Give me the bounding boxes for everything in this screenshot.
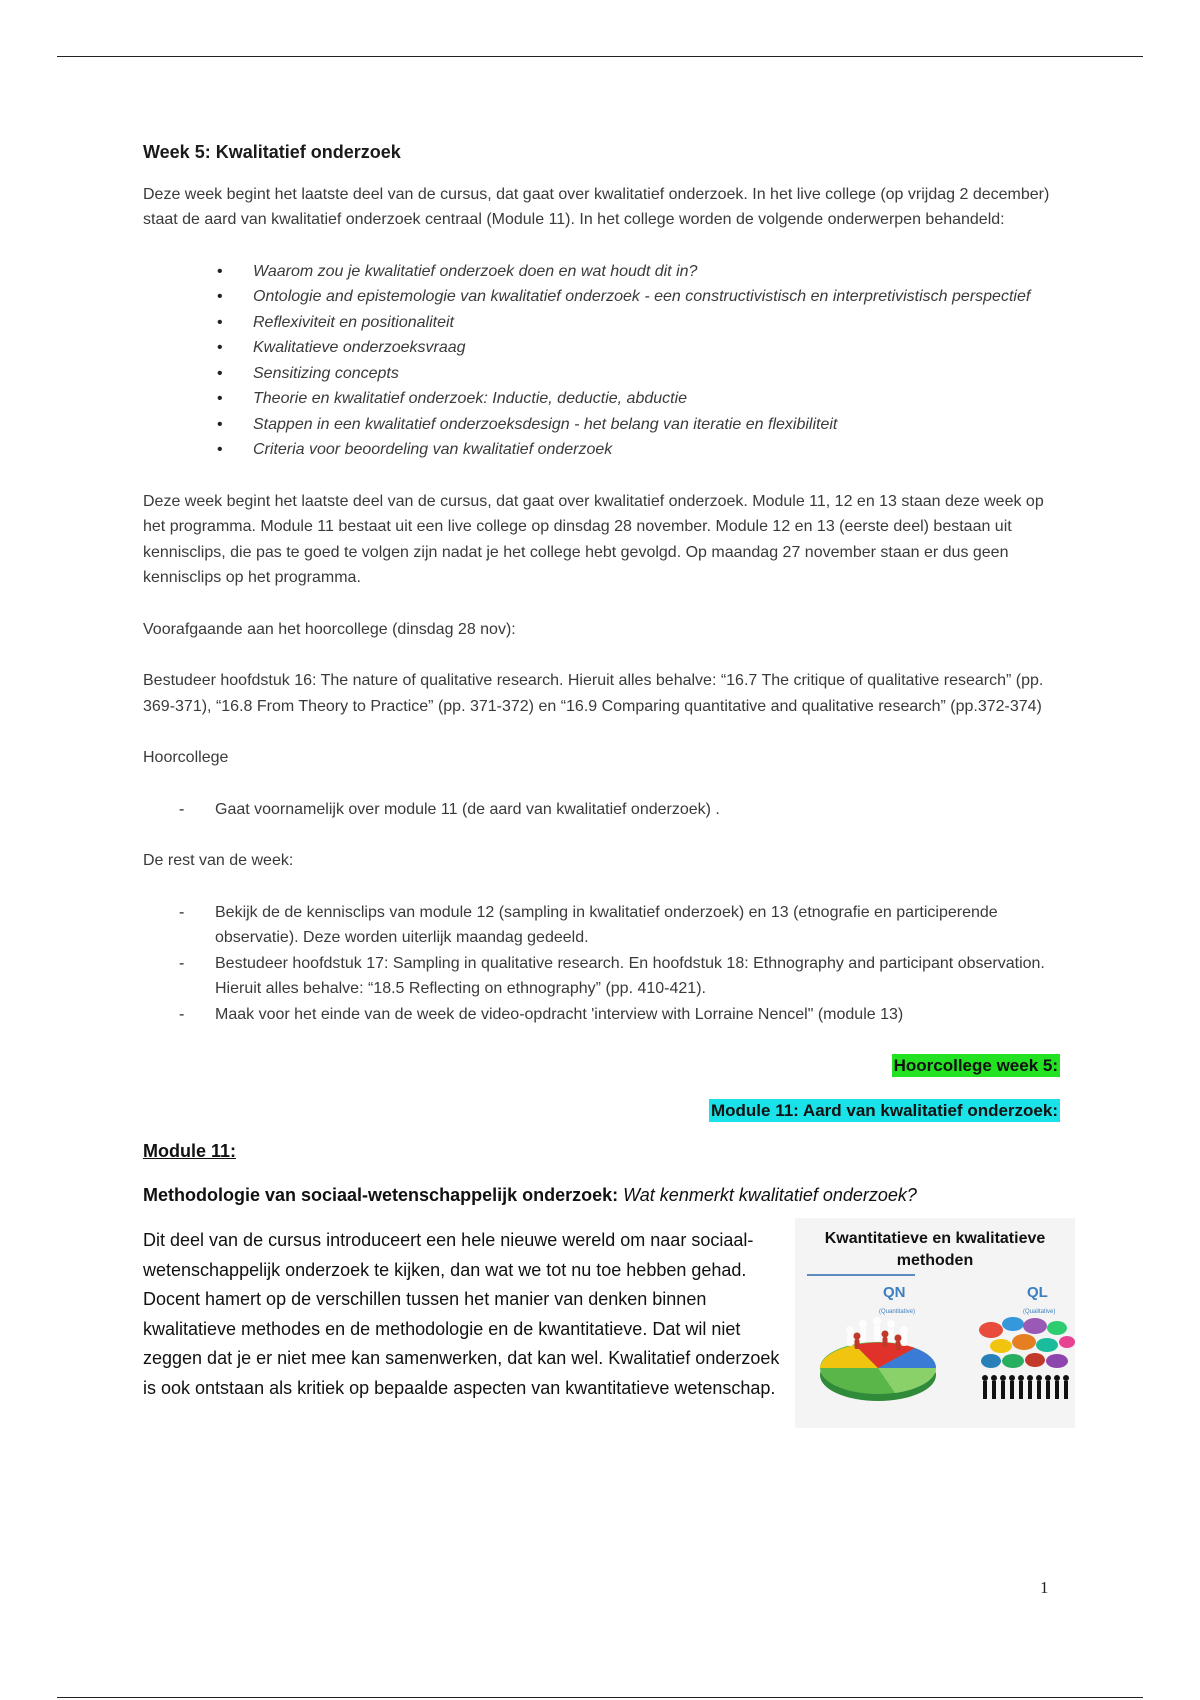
figure-title: Kwantitatieve en kwalitatieve methoden <box>824 1230 1046 1269</box>
top-rule <box>57 56 1143 57</box>
program-paragraph: Deze week begint het laatste deel van de cursus, dat gaat over kwalitatief onderzoek. Module 11, 12 en 13 staan deze week op het programma. Module 11 bestaat uit een live college op dinsdag 28 november. Module 12 en 13 (eerste deel) bestaan uit kennisclips, die pas te goed te volgen zijn nadat je het college hebt gevolgd. Op maandag 27 november staan er dus geen kennisclips op het programma. <box>143 492 1044 586</box>
rest-of-week-item: - Bekijk de de kennisclips van module 12 (sampling in kwalitatief onderzoek) en 13 (etnografie en participerende observatie). Deze worden uiterlijk maandag gedeeld. <box>215 900 1058 951</box>
method-heading-italic: Wat kenmerkt kwalitatief onderzoek? <box>623 1184 917 1205</box>
rest-of-week-item: - Bestudeer hoofdstuk 17: Sampling in qualitative research. En hoofdstuk 18: Ethnography and participant observation. Hieruit alles behalve: “18.5 Reflecting on ethnography” (pp. 410-421). <box>215 951 1058 1002</box>
page-content <box>143 140 1058 1403</box>
bottom-rule <box>57 1697 1143 1698</box>
qn-label: QN <box>883 1284 906 1301</box>
highlight-week-row <box>143 1053 1060 1087</box>
study-chapter-16: Bestudeer hoofdstuk 16: The nature of qualitative research. Hieruit alles behalve: “16.7 The critique of qualitative research” (pp. 369-371), “16.8 From Theory to Practice” (pp. 371-372) en “16.9 Comparing quantitative and qualitative research” (pp.372-374) <box>143 672 1044 715</box>
topic-item: • Ontologie and epistemologie van kwalitatief onderzoek - een constructivistisch en interpretivistisch perspectief <box>253 284 1058 310</box>
hoorcollege-item: - Gaat voornamelijk over module 11 (de aard van kwalitatief onderzoek) . <box>215 797 1058 823</box>
hoorcollege-label: Hoorcollege <box>143 749 229 766</box>
figure-divider <box>807 1274 915 1276</box>
topic-item: • Kwalitatieve onderzoeksvraag <box>253 335 1058 361</box>
qualitative-speech-bubbles-icon <box>979 1317 1075 1399</box>
topic-list <box>143 259 1058 463</box>
ql-sublabel: (Qualitative) <box>1023 1309 1056 1315</box>
highlight-week: Hoorcollege week 5: <box>893 1056 1058 1075</box>
week-title: Week 5: Kwalitatief onderzoek <box>143 142 401 162</box>
module-intro-text: Dit deel van de cursus introduceert een hele nieuwe wereld om naar sociaal-wetenschappelijk onderzoek te kijken, dan wat we tot nu toe hebben gehad. Docent hamert op de verschillen tussen het manier van denken binnen kwalitatieve methodes en de methodologie en de kwantitatieve. Dat wil niet zeggen dat je er niet mee kan samenwerken, dat kan wel. Kwalitatief onderzoek is ook ontstaan als kritiek op bepaalde aspecten van kwantitatieve wetenschap. <box>143 1230 780 1398</box>
qn-sublabel: (Quantitative) <box>879 1309 916 1315</box>
topic-item: • Waarom zou je kwalitatief onderzoek doen en wat houdt dit in? <box>253 259 1058 285</box>
page-number: 1 <box>1040 1578 1049 1597</box>
before-lecture-label: Voorafgaande aan het hoorcollege (dinsdag 28 nov): <box>143 620 516 638</box>
rest-of-week-label: De rest van de week: <box>143 852 294 869</box>
rest-of-week-list <box>143 900 1058 1028</box>
module-intro-row <box>143 1226 1058 1403</box>
methods-figure <box>795 1218 1075 1428</box>
rest-of-week-item: - Maak voor het einde van de week de video-opdracht 'interview with Lorraine Nencel" (module 13) <box>215 1002 1058 1028</box>
module-heading: Module 11: <box>143 1141 237 1161</box>
topic-item: • Stappen in een kwalitatief onderzoeksdesign - het belang van iteratie en flexibiliteit <box>253 412 1058 438</box>
quantitative-pie-icon <box>820 1317 936 1401</box>
topic-item: • Criteria voor beoordeling van kwalitatief onderzoek <box>253 437 1058 463</box>
topic-item: • Theorie en kwalitatief onderzoek: Inductie, deductie, abductie <box>253 386 1058 412</box>
method-heading <box>143 1183 1058 1209</box>
topic-item: • Sensitizing concepts <box>253 361 1058 387</box>
ql-label: QL <box>1027 1284 1048 1301</box>
highlight-module: Module 11: Aard van kwalitatief onderzoek: <box>710 1101 1058 1120</box>
topic-item: • Reflexiviteit en positionaliteit <box>253 310 1058 336</box>
intro-paragraph: Deze week begint het laatste deel van de cursus, dat gaat over kwalitatief onderzoek. In het live college (op vrijdag 2 december) staat de aard van kwalitatief onderzoek centraal (Module 11). In het college worden de volgende onderwerpen behandeld: <box>143 185 1050 228</box>
method-heading-bold: Methodologie van sociaal-wetenschappelijk onderzoek: <box>143 1184 619 1205</box>
highlight-module-row <box>143 1098 1060 1132</box>
hoorcollege-list <box>143 797 1058 823</box>
